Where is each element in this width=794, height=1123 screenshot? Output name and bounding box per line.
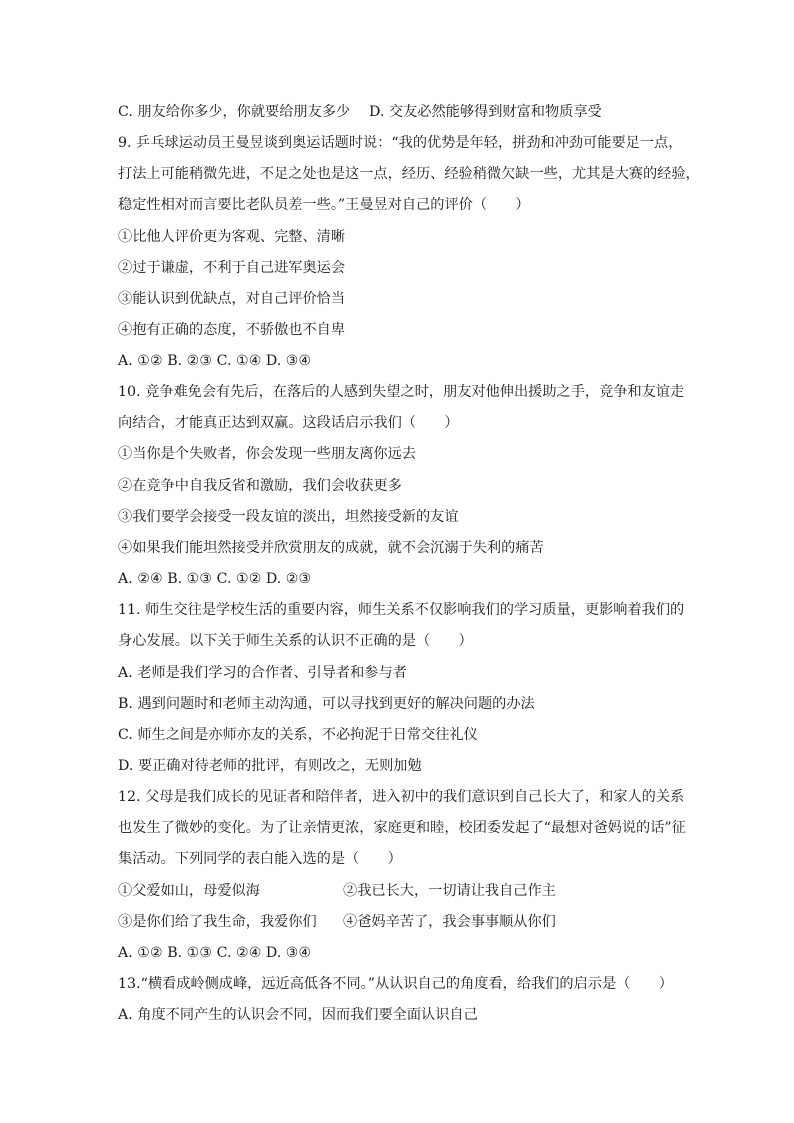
q8-option-c: C. 朋友给你多少，你就要给朋友多少 [118, 104, 351, 120]
q10-item-1: ①当你是个失败者，你会发现一些朋友离你远去 [118, 446, 416, 462]
q9-item-1: ①比他人评价更为客观、完整、清晰 [118, 229, 346, 245]
q12-item-2: ②我已长大，一切请让我自己作主 [343, 883, 556, 899]
q9-item-2: ②过于谦虚，不利于自己进军奥运会 [118, 260, 346, 276]
q11-option-d: D. 要正确对待老师的批评，有则改之，无则加勉 [118, 758, 422, 774]
q12-item-1: ①父爱如山，母爱似海 [118, 883, 260, 899]
q12-choices: A. ①② B. ①③ C. ②④ D. ③④ [118, 945, 312, 961]
q11-option-a: A. 老师是我们学习的合作者、引导者和参与者 [118, 665, 407, 681]
q12-stem-line-3: 集活动。下列同学的表白能入选的是（ ） [118, 851, 402, 867]
q9-item-4: ④抱有正确的态度，不骄傲也不自卑 [118, 322, 346, 338]
q11-option-b: B. 遇到问题时和老师主动沟通，可以寻找到更好的解决问题的办法 [118, 696, 535, 712]
q12-stem-line-2: 也发生了微妙的变化。为了让亲情更浓，家庭更和睦，校团委发起了“最想对爸妈说的话”征 [118, 820, 686, 836]
q9-stem-line-3: 稳定性相对而言要比老队员差一些。”王曼昱对自己的评价（ ） [118, 197, 530, 213]
q8-option-d: D. 交友必然能够得到财富和物质享受 [369, 104, 602, 120]
q11-stem-line-1: 11. 师生交往是学校生活的重要内容，师生关系不仅影响我们的学习质量，更影响着我们的 [118, 602, 685, 618]
q13-option-a: A. 角度不同产生的认识会不同，因而我们要全面认识自己 [118, 1007, 478, 1023]
q9-stem-line-1: 9. 乒乓球运动员王曼昱谈到奥运话题时说：“我的优势是年轻，拼劲和冲劲可能要足一点， [118, 135, 683, 151]
q10-stem-line-2: 向结合，才能真正达到双赢。这段话启示我们（ ） [118, 415, 459, 431]
q13-stem: 13.“横看成岭侧成峰，远近高低各不同。”从认识自己的角度看，给我们的启示是（ ） [118, 976, 673, 992]
q11-stem-line-2: 身心发展。以下关于师生关系的认识不正确的是（ ） [118, 633, 473, 649]
q11-option-c: C. 师生之间是亦师亦友的关系，不必拘泥于日常交往礼仪 [118, 727, 478, 743]
q9-item-3: ③能认识到优缺点，对自己评价恰当 [118, 291, 346, 307]
q10-choices: A. ②④ B. ①③ C. ①② D. ②③ [118, 571, 312, 587]
q10-item-2: ②在竞争中自我反省和激励，我们会收获更多 [118, 478, 402, 494]
q12-item-3: ③是你们给了我生命，我爱你们 [118, 914, 317, 930]
q9-choices: A. ①② B. ②③ C. ①④ D. ③④ [118, 353, 312, 369]
q9-stem-line-2: 打法上可能稍微先进，不足之处也是这一点，经历、经验稍微欠缺一些，尤其是大赛的经验， [118, 166, 700, 182]
q12-stem-line-1: 12. 父母是我们成长的见证者和陪伴者，进入初中的我们意识到自己长大了，和家人的关系 [118, 789, 685, 805]
q12-item-4: ④爸妈辛苦了，我会事事顺从你们 [343, 914, 556, 930]
q10-item-4: ④如果我们能坦然接受并欣赏朋友的成就，就不会沉溺于失利的痛苦 [118, 540, 544, 556]
q10-item-3: ③我们要学会接受一段友谊的淡出，坦然接受新的友谊 [118, 509, 459, 525]
q10-stem-line-1: 10. 竞争难免会有先后，在落后的人感到失望之时，朋友对他伸出援助之手，竞争和友谊走 [118, 384, 685, 400]
